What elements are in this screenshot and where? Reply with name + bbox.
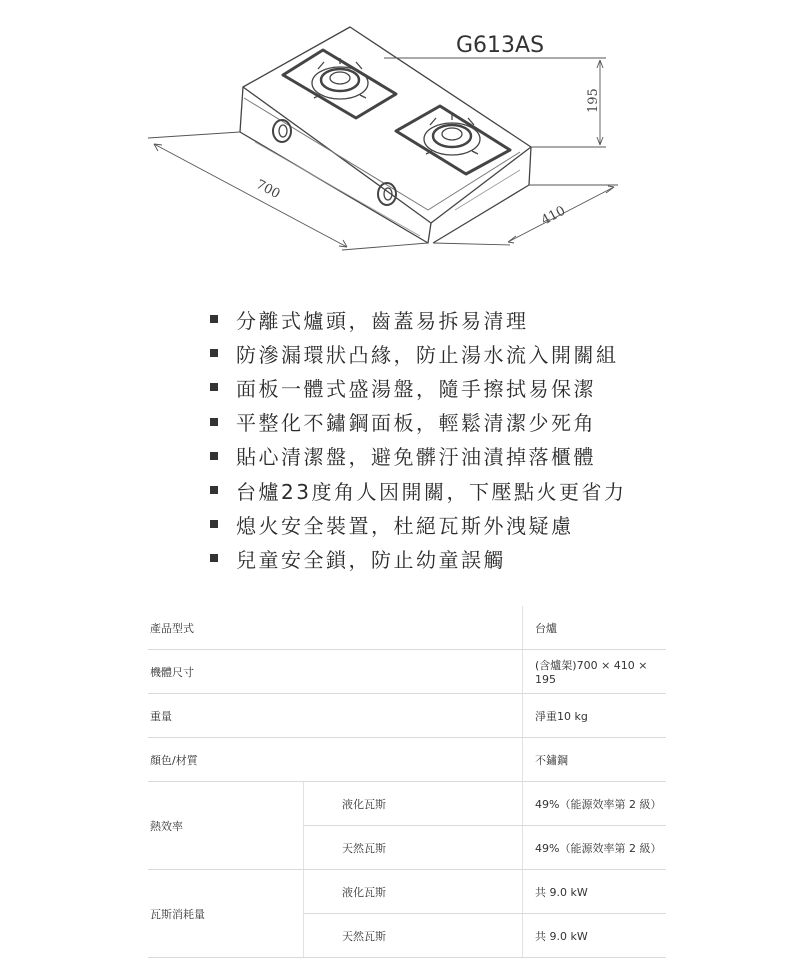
dimension-line-width: [154, 144, 347, 247]
spec-sublabel: 天然瓦斯: [304, 914, 523, 958]
feature-text: 面板一體式盛湯盤，隨手擦拭易保潔: [236, 376, 596, 401]
feature-item: [210, 405, 626, 439]
spec-sublabel: 液化瓦斯: [304, 782, 523, 826]
spec-row-weight: [148, 694, 666, 738]
spec-sublabel: 液化瓦斯: [304, 870, 523, 914]
spec-value: 不鏽鋼: [523, 738, 667, 782]
bullet-icon: [210, 486, 218, 494]
spec-row-type: [148, 606, 666, 650]
bullet-icon: [210, 554, 218, 562]
spec-label: 瓦斯消耗量: [148, 870, 304, 958]
spec-label: 熱效率: [148, 782, 304, 870]
feature-item: [210, 507, 626, 541]
bullet-icon: [210, 418, 218, 426]
stove-front-face: [240, 87, 431, 243]
bullet-icon: [210, 349, 218, 357]
spec-row-size: [148, 650, 666, 694]
spec-value: 共 9.0 kW: [523, 914, 667, 958]
spec-value: (含爐架)700 × 410 × 195: [523, 650, 667, 694]
spec-value: 淨重10 kg: [523, 694, 667, 738]
bullet-icon: [210, 383, 218, 391]
spec-label: 產品型式: [148, 606, 523, 650]
spec-label: 重量: [148, 694, 523, 738]
spec-sublabel: 天然瓦斯: [304, 826, 523, 870]
spec-value: 49%（能源效率第 2 級）: [523, 782, 667, 826]
spec-label: 顏色/材質: [148, 738, 523, 782]
feature-item: [210, 541, 626, 575]
feature-item: [210, 336, 626, 370]
bullet-icon: [210, 452, 218, 460]
dimension-depth-label: 410: [539, 203, 569, 229]
feature-text: 貼心清潔盤，避免髒汙油漬掉落櫃體: [236, 445, 596, 470]
spec-value: 49%（能源效率第 2 級）: [523, 826, 667, 870]
burner-right: [396, 106, 510, 174]
spec-value: 共 9.0 kW: [523, 870, 667, 914]
feature-list: [210, 302, 626, 576]
feature-text: 台爐23度角人因開關，下壓點火更省力: [236, 479, 627, 504]
feature-text: 平整化不鏽鋼面板，輕鬆清潔少死角: [236, 411, 596, 436]
spec-value: 台爐: [523, 606, 667, 650]
spec-row-material: [148, 738, 666, 782]
spec-row-efficiency-lpg: [148, 782, 666, 826]
feature-text: 兒童安全鎖，防止幼童誤觸: [236, 547, 506, 572]
control-knob-left: [273, 120, 291, 142]
feature-text: 防滲漏環狀凸緣，防止湯水流入開關組: [236, 342, 619, 367]
feature-text: 分離式爐頭，齒蓋易拆易清理: [236, 308, 529, 333]
burner-left: [283, 50, 396, 118]
model-name: G613AS: [456, 33, 545, 58]
feature-item: [210, 439, 626, 473]
spec-label: 機體尺寸: [148, 650, 523, 694]
feature-item: [210, 473, 626, 507]
feature-text: 熄火安全裝置，杜絕瓦斯外洩疑慮: [236, 513, 574, 538]
bullet-icon: [210, 520, 218, 528]
product-dimension-diagram: [0, 0, 800, 270]
dimension-height-label: 195: [586, 88, 601, 113]
feature-item: [210, 370, 626, 404]
bullet-icon: [210, 315, 218, 323]
feature-item: [210, 302, 626, 336]
dimension-width-label: 700: [253, 177, 283, 203]
spec-row-consumption-lpg: [148, 870, 666, 914]
control-knob-right: [378, 183, 396, 205]
spec-table: [148, 606, 666, 958]
